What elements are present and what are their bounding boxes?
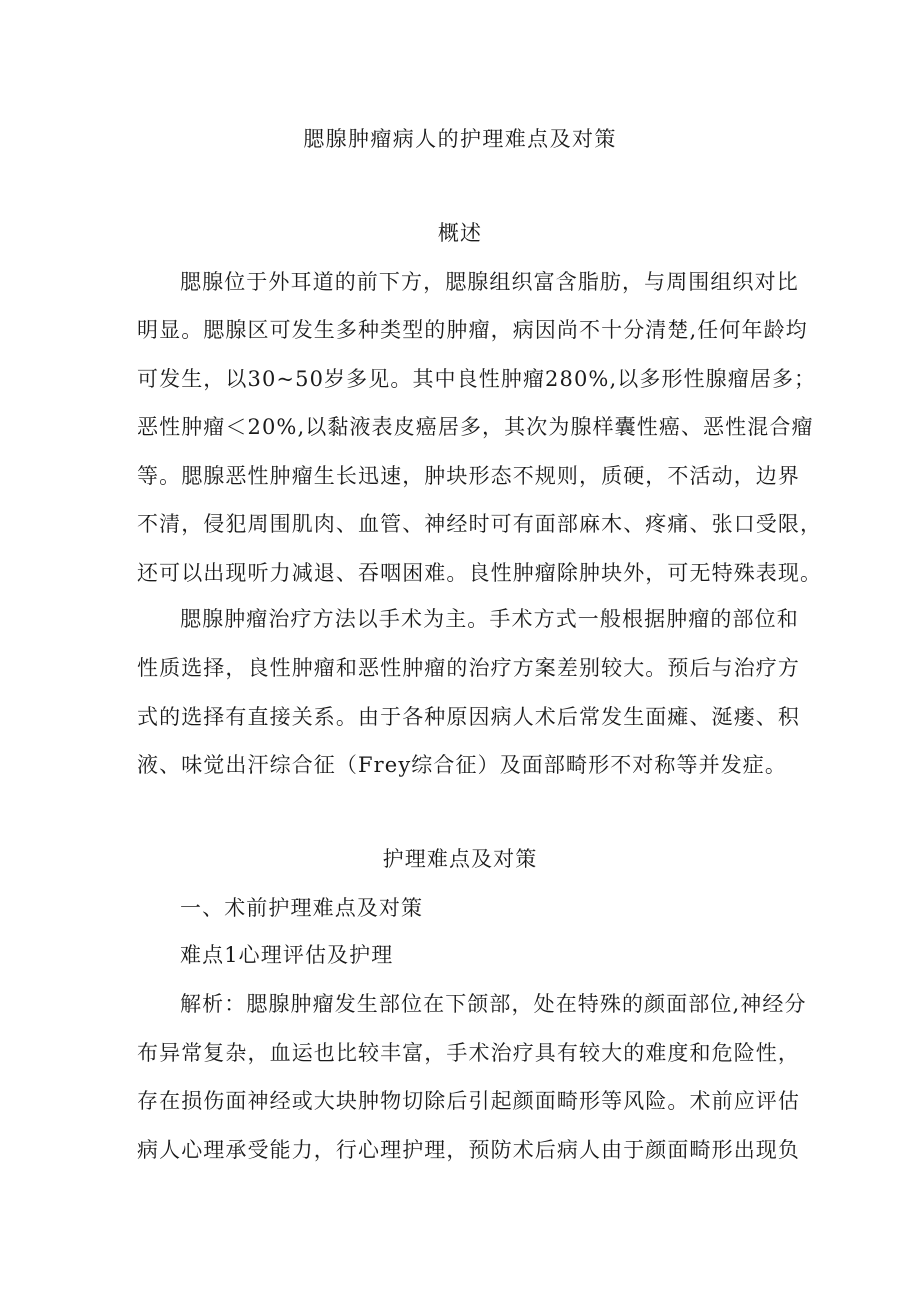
paragraph-3-line: 病人心理承受能力，行心理护理，预防术后病人由于颜面畸形出现负 [137, 1138, 800, 1162]
paragraph-3-line: 布异常复杂，血运也比较丰富，手术治疗具有较大的难度和危险性， [137, 1041, 800, 1065]
paragraph-1-line: 腮腺位于外耳道的前下方，腮腺组织富含脂肪，与周围组织对比 [180, 270, 799, 294]
paragraph-1-line: 还可以出现听力减退、吞咽困难。良性肿瘤除肿块外，可无特殊表现。 [137, 561, 823, 585]
paragraph-3-line: 解析：腮腺肿瘤发生部位在下颌部，处在特殊的颜面部位,神经分 [180, 992, 807, 1016]
paragraph-2-line: 腮腺肿瘤治疗方法以手术为主。手术方式一般根据肿瘤的部位和 [180, 607, 799, 631]
paragraph-2-line: 性质选择，良性肿瘤和恶性肿瘤的治疗方案差别较大。预后与治疗方 [137, 656, 800, 680]
paragraph-1-line: 可发生，以30~50岁多见。其中良性肿瘤280%,以多形性腺瘤居多； [137, 367, 817, 391]
section-1-heading: 一、术前护理难点及对策 [180, 896, 424, 920]
paragraph-1-line: 明显。腮腺区可发生多种类型的肿瘤，病因尚不十分清楚,任何年龄均 [137, 318, 808, 342]
overview-heading: 概述 [437, 221, 483, 245]
difficulty-1-heading: 难点1心理评估及护理 [180, 943, 394, 967]
paragraph-3-line: 存在损伤面神经或大块肿物切除后引起颜面畸形等风险。术前应评估 [137, 1089, 800, 1113]
document-title: 腮腺肿瘤病人的护理难点及对策 [303, 127, 617, 151]
paragraph-2-line: 液、味觉出汗综合征（Frey综合征）及面部畸形不对称等并发症。 [137, 753, 787, 777]
paragraph-1-line: 不清，侵犯周围肌肉、血管、神经时可有面部麻木、疼痛、张口受限， [137, 512, 823, 536]
nursing-heading: 护理难点及对策 [382, 847, 538, 871]
paragraph-2-line: 式的选择有直接关系。由于各种原因病人术后常发生面瘫、涎瘘、积 [137, 705, 800, 729]
paragraph-1-line: 恶性肿瘤＜20%,以黏液表皮癌居多，其次为腺样囊性癌、恶性混合瘤 [137, 415, 814, 439]
paragraph-1-line: 等。腮腺恶性肿瘤生长迅速，肿块形态不规则，质硬，不活动，边界 [137, 464, 800, 488]
